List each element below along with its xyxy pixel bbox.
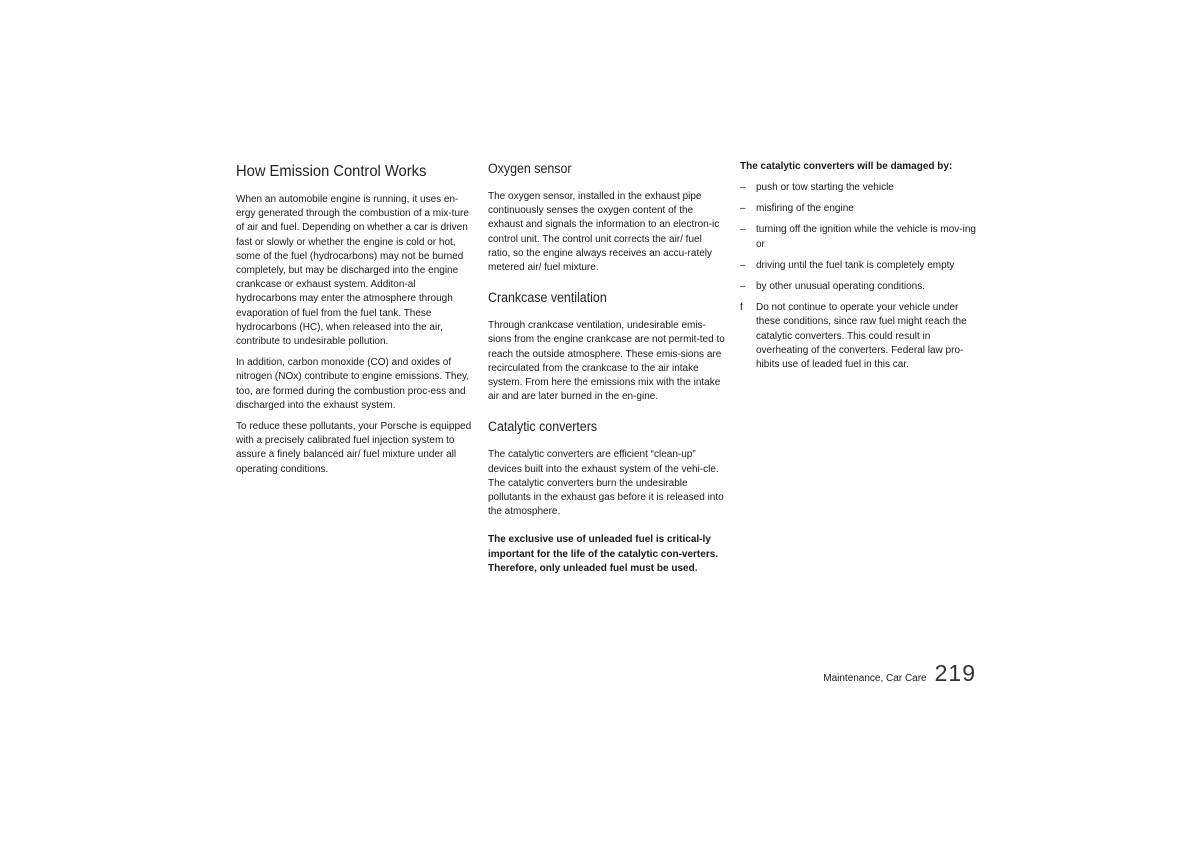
- list-item: [740, 223, 980, 251]
- paragraph-oxygen-sensor: The oxygen sensor, installed in the exhaust pipe continuously senses the oxygen content of the exhaust and signals the information to an electron-ic control unit. The control unit corrects the air/ fuel ratio, so the engine always receives an accu-rately metered air/ fuel mixture.: [488, 191, 720, 274]
- footer-section-name: Maintenance, Car Care: [823, 673, 927, 684]
- list-item: [740, 181, 980, 195]
- note-unleaded-fuel: The exclusive use of unleaded fuel is critical-ly important for the life of the catalytic con-verters. Therefore, only unleaded fuel must be used.: [488, 534, 719, 574]
- heading-damage-causes: The catalytic converters will be damaged by:: [740, 161, 953, 172]
- page-footer: [823, 660, 976, 690]
- paragraph-crankcase-ventilation: Through crankcase ventilation, undesirable emis-sions from the engine crankcase are not permit-ted to reach the outside atmosphere. These emis-sions are recirculated from the crankcase to the air intake system. From here the emissions mix with the intake air and are later burned in the en-gine.: [488, 320, 725, 403]
- heading-crankcase-ventilation: Crankcase ventilation: [488, 290, 607, 306]
- list-item: [740, 259, 980, 273]
- list-item-text: driving until the fuel tank is completely empty: [756, 259, 955, 271]
- heading-oxygen-sensor: Oxygen sensor: [488, 161, 572, 176]
- column-1: [236, 160, 474, 484]
- damage-causes-list: [740, 181, 980, 372]
- list-item-text: push or tow starting the vehicle: [756, 182, 894, 193]
- dash-marker: –: [740, 182, 746, 193]
- section-title-emission-control: How Emission Control Works: [236, 163, 427, 180]
- page-number: 219: [934, 660, 976, 686]
- dash-marker: –: [740, 259, 746, 271]
- column-3: [740, 160, 980, 379]
- paragraph-fuel-injection: To reduce these pollutants, your Porsche is equipped with a precisely calibrated fuel injection system to assure a finely balanced air/ fuel mixture under all operating conditions.: [236, 421, 472, 475]
- warning-marker: f: [740, 302, 743, 314]
- warning-text: Do not continue to operate your vehicle under these conditions, since raw fuel might reach the catalytic converters. This could result in overheating of the converters. Federal law pro-hibits use of leaded fuel in this car.: [756, 302, 967, 371]
- list-item-text: misfiring of the engine: [756, 203, 854, 215]
- column-2: [488, 160, 726, 583]
- dash-marker: –: [740, 203, 746, 215]
- dash-marker: –: [740, 224, 746, 236]
- paragraph-co-nox: In addition, carbon monoxide (CO) and oxides of nitrogen (NOx) contribute to engine emissions. They, too, are formed during the combustion proc-ess and discharged into the exhaust system.: [236, 357, 470, 411]
- list-item: [740, 202, 980, 216]
- paragraph-catalytic-converters: The catalytic converters are efficient “clean-up” devices built into the exhaust system of the vehi-cle. The catalytic converters burn the undesirable pollutants in the exhaust gas before it is released into the atmosphere.: [488, 449, 724, 518]
- list-item: [740, 280, 980, 294]
- dash-marker: –: [740, 281, 746, 293]
- paragraph-engine-combustion: When an automobile engine is running, it uses en-ergy generated through the combustion of a mix-ture of air and fuel. Depending on whether a car is driven fast or slowly or whether the engine is cold or hot, some of the fuel (hydrocarbons) may not be burned completely, but may be discharged into the engine crankcase or exhaust system. Additon-al hydrocarbons may enter the atmosphere through evaporation of fuel from the fuel tank. These hydrocarbons (HC), when released into the air, contribute to undesirable pollution.: [236, 194, 469, 348]
- warning-item: [740, 301, 980, 372]
- list-item-text: by other unusual operating conditions.: [756, 281, 926, 293]
- heading-catalytic-converters: Catalytic converters: [488, 419, 598, 435]
- list-item-text: turning off the ignition while the vehicle is mov-ing or: [756, 224, 976, 250]
